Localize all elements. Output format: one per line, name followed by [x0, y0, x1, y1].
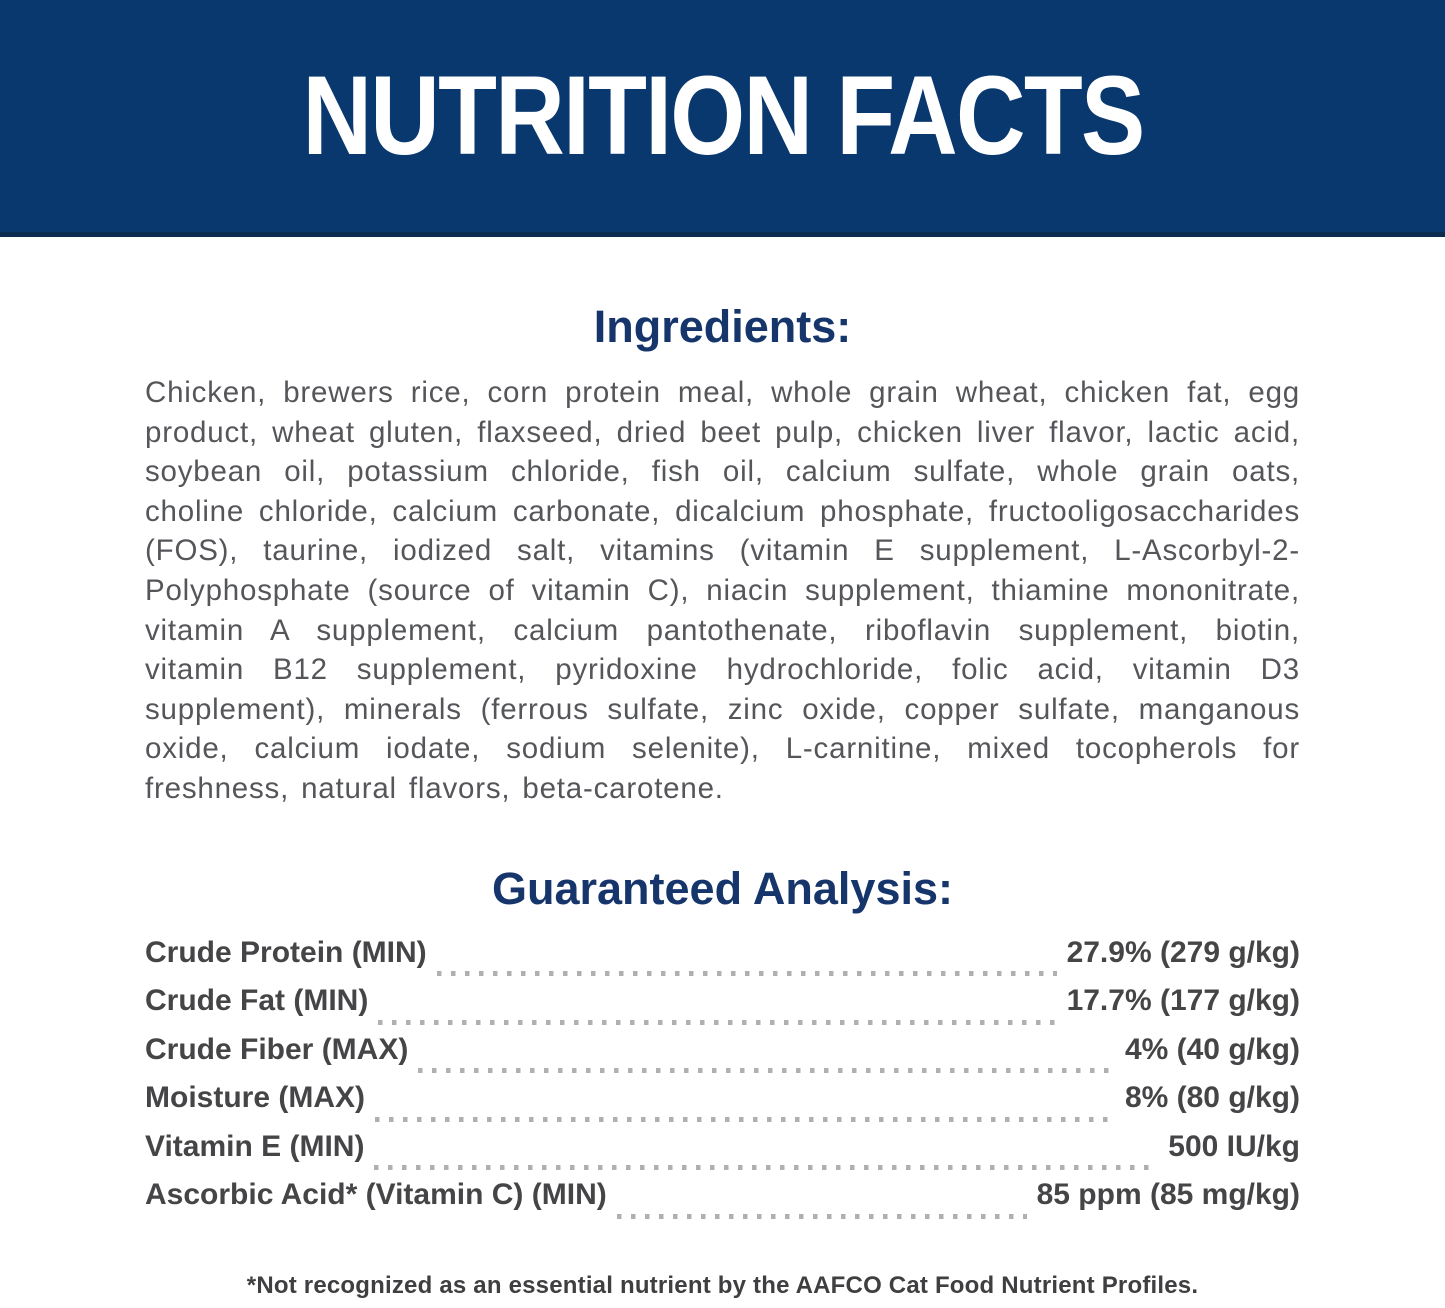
analysis-value: 85 ppm (85 mg/kg)	[1036, 1178, 1300, 1212]
table-row	[145, 1131, 1300, 1180]
label-content	[0, 301, 1445, 1228]
guaranteed-analysis-heading: Guaranteed Analysis:	[492, 862, 953, 914]
analysis-label: Vitamin E (MIN)	[145, 1129, 365, 1163]
analysis-table	[145, 937, 1300, 1228]
analysis-label: Moisture (MAX)	[145, 1081, 365, 1115]
dot-leader	[617, 1214, 1027, 1219]
table-row	[145, 1179, 1300, 1228]
table-row	[145, 1034, 1300, 1083]
table-row	[145, 1082, 1300, 1131]
analysis-value: 27.9% (279 g/kg)	[1066, 935, 1300, 969]
table-row	[145, 985, 1300, 1034]
dot-leader	[374, 1165, 1158, 1170]
dot-leader	[378, 1020, 1056, 1025]
ingredients-heading: Ingredients:	[593, 301, 852, 352]
dot-leader	[437, 971, 1057, 976]
page-title: NUTRITION FACTS	[301, 53, 1144, 178]
analysis-value: 500 IU/kg	[1168, 1129, 1300, 1163]
analysis-label: Crude Fiber (MAX)	[145, 1032, 409, 1066]
dot-leader	[418, 1068, 1115, 1073]
aafco-footnote: *Not recognized as an essential nutrient by the AAFCO Cat Food Nutrient Profiles.	[246, 1272, 1199, 1299]
ingredients-paragraph: Chicken, brewers rice, corn protein meal, whole grain wheat, chicken fat, egg product, wheat gluten, flaxseed, dried beet pulp, chicken liver flavor, lactic acid, soybean oil, potassium chloride, fish oil, calcium sulfate, whole grain oats, choline chloride, calcium carbonate, dicalcium phosphate, fructooligosaccharides (FOS), taurine, iodized salt, vitamins (vitamin E supplement, L-Ascorbyl-2-Polyphosphate (source of vitamin C), niacin supplement, thiamine mononitrate, vitamin A supplement, calcium pantothenate, riboflavin supplement, biotin, vitamin B12 supplement, pyridoxine hydrochloride, folic acid, vitamin D3 supplement), minerals (ferrous sulfate, zinc oxide, copper sulfate, manganous oxide, calcium iodate, sodium selenite), L-carnitine, mixed tocopherols for freshness, natural flavors, beta-carotene.	[145, 376, 1300, 805]
dot-leader	[375, 1117, 1115, 1122]
analysis-value: 8% (80 g/kg)	[1124, 1081, 1300, 1115]
header-band	[0, 0, 1445, 237]
analysis-label: Ascorbic Acid* (Vitamin C) (MIN)	[145, 1178, 607, 1212]
analysis-label: Crude Fat (MIN)	[145, 984, 369, 1018]
analysis-label: Crude Protein (MIN)	[145, 935, 427, 969]
analysis-value: 17.7% (177 g/kg)	[1066, 984, 1300, 1018]
table-row	[145, 937, 1300, 986]
analysis-value: 4% (40 g/kg)	[1124, 1032, 1300, 1066]
